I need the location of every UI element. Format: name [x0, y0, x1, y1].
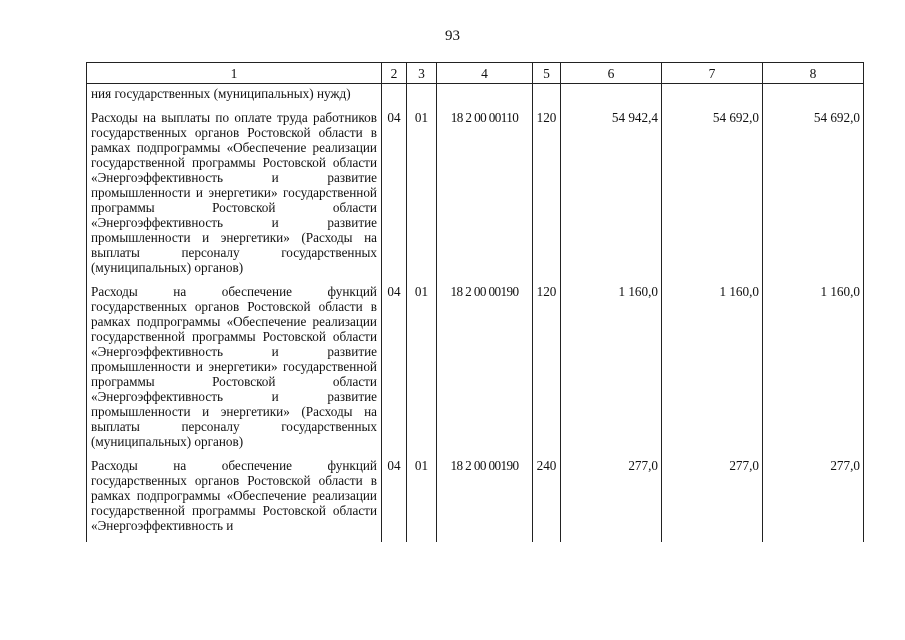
- amount-col7: 1 160,0: [662, 284, 763, 458]
- subsection-code: 01: [407, 110, 437, 284]
- amount-col6: 1 160,0: [561, 284, 662, 458]
- target-article-code: 18 2 00 00190: [437, 284, 533, 458]
- row-description: Расходы на обеспечение функций государственных органов Ростовской области в рамках подпрограммы «Обеспечение реализации государственной программы Ростовской области «Энергоэффективность и: [87, 458, 382, 542]
- column-header: 7: [662, 63, 763, 84]
- target-article-code: 18 2 00 00190: [437, 458, 533, 542]
- column-header: 5: [533, 63, 561, 84]
- column-header: 1: [87, 63, 382, 84]
- subsection-code: 01: [407, 458, 437, 542]
- column-header: 2: [382, 63, 407, 84]
- header-row: [87, 63, 864, 84]
- row-description: Расходы на выплаты по оплате труда работников государственных органов Ростовской области в рамках подпрограммы «Обеспечение реализации государственной программы Ростовской области «Энергоэффективность и развитие промышленности и энергетики» государственной программы Ростовской области «Энергоэффективность и развитие промышленности и энергетики» (Расходы на выплаты персоналу государственных (муниципальных) органов): [87, 110, 382, 284]
- expense-type-code: 120: [533, 110, 561, 284]
- column-header: 3: [407, 63, 437, 84]
- amount-col6: 277,0: [561, 458, 662, 542]
- amount-col8: 54 692,0: [763, 110, 864, 284]
- page-number: 93: [445, 28, 460, 44]
- budget-table: [86, 62, 864, 542]
- table-row: [87, 284, 864, 458]
- section-code: 04: [382, 110, 407, 284]
- column-header: 4: [437, 63, 533, 84]
- amount-col7: 277,0: [662, 458, 763, 542]
- continuation-text: ния государственных (муниципальных) нужд): [87, 84, 382, 111]
- amount-col8: 277,0: [763, 458, 864, 542]
- amount-col6: 54 942,4: [561, 110, 662, 284]
- row-description: Расходы на обеспечение функций государственных органов Ростовской области в рамках подпрограммы «Обеспечение реализации государственной программы Ростовской области «Энергоэффективность и развитие промышленности и энергетики» государственной программы Ростовской области «Энергоэффективность и развитие промышленности и энергетики» (Расходы на выплаты персоналу государственных (муниципальных) органов): [87, 284, 382, 458]
- section-code: 04: [382, 458, 407, 542]
- column-header: 8: [763, 63, 864, 84]
- target-article-code: 18 2 00 00110: [437, 110, 533, 284]
- column-header: 6: [561, 63, 662, 84]
- amount-col8: 1 160,0: [763, 284, 864, 458]
- table-row-continuation: [87, 84, 864, 111]
- section-code: 04: [382, 284, 407, 458]
- expense-type-code: 120: [533, 284, 561, 458]
- table-row: [87, 110, 864, 284]
- expense-type-code: 240: [533, 458, 561, 542]
- amount-col7: 54 692,0: [662, 110, 763, 284]
- subsection-code: 01: [407, 284, 437, 458]
- table-row: [87, 458, 864, 542]
